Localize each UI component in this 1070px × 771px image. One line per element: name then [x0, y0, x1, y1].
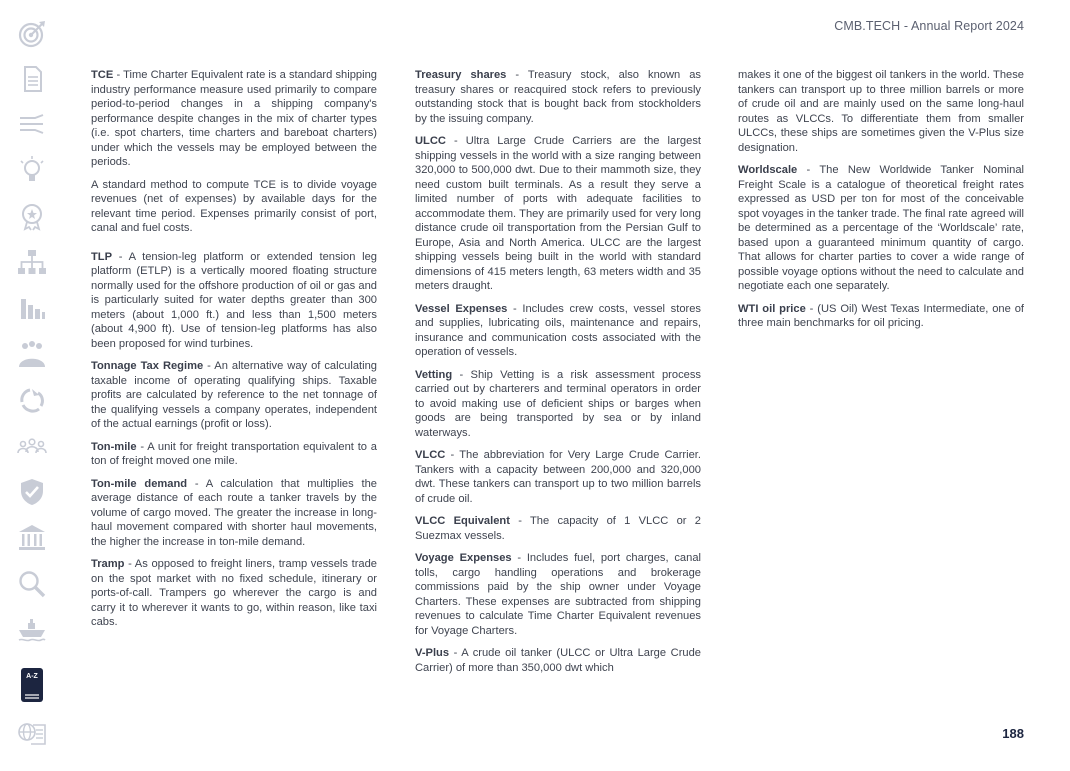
glossary-definition: - An alternative way of calculating taxable income of operating qualifying ships. Taxable profits are calculated by reference to the net tonnage of the qualifying vessels a company operates, independent of the actual earnings (profit or loss). — [91, 360, 377, 430]
glossary-term: VLCC Equivalent — [415, 515, 510, 527]
glossary-definition: - A calculation that multiplies the average distance of each route a tanker travels by the volume of cargo moved. The greater the increase in long-haul movement compared with shorter haul movements, the higher the increase in ton-mile demand. — [91, 477, 377, 548]
glossary-entry-vlcc-equivalent — [415, 514, 701, 543]
glossary-entry-ulcc — [415, 134, 701, 294]
glossary-entry-v-plus — [415, 646, 701, 675]
glossary-entry-tce — [91, 68, 377, 170]
award-badge-icon — [17, 201, 47, 231]
flow-lines-icon — [17, 109, 47, 139]
glossary-definition: - The abbreviation for Very Large Crude Carrier. Tankers with a capacity between 200,000 and 320,000 dwt. These tankers can transport up to two million barrels of crude oil. — [415, 449, 701, 505]
page-header: CMB.TECH - Annual Report 2024 — [834, 19, 1024, 33]
sidebar-item-sustainability[interactable] — [12, 382, 52, 418]
glossary-definition: - A tension-leg platform or extended tension leg platform (ETLP) is a vertically moored floating structure normally used for the offshore production of oil or gas and is particularly suited for water depths greater than 300 meters (about 1,000 ft.) and less than 1,500 meters (about 4,900 ft). Use of tension-leg platforms has also been proposed for wind turbines. — [91, 250, 377, 350]
sidebar-item-institution[interactable] — [12, 520, 52, 556]
sidebar-item-quality[interactable] — [12, 198, 52, 234]
sidebar-item-innovation[interactable] — [12, 152, 52, 188]
glossary-column-2 — [415, 68, 701, 683]
people-group-icon — [17, 339, 47, 369]
glossary-term: ULCC — [415, 135, 446, 147]
search-icon — [17, 569, 47, 599]
sidebar-item-flows[interactable] — [12, 106, 52, 142]
glossary-term: WTI oil price — [738, 302, 806, 315]
glossary-term: V-Plus — [415, 647, 450, 659]
glossary-entry-voyage-expenses — [415, 551, 701, 638]
sidebar-item-fleet[interactable] — [12, 612, 52, 648]
org-chart-icon — [17, 247, 47, 277]
sidebar-item-financials[interactable] — [12, 290, 52, 326]
target-icon — [17, 19, 47, 49]
sidebar-item-people[interactable] — [12, 428, 52, 464]
glossary-term: Worldscale — [738, 164, 798, 176]
sidebar-item-organisation[interactable] — [12, 244, 52, 280]
glossary-entry-vessel-expenses — [415, 302, 701, 360]
glossary-entry-tlp — [91, 250, 377, 352]
glossary-definition: A standard method to compute TCE is to divide voyage revenues (net of expenses) by available days for the relevant time period. Expenses primarily consist of port, canal and fuel costs. — [91, 178, 377, 234]
document-icon — [17, 64, 47, 94]
glossary-entry-tce-method — [91, 178, 377, 236]
shield-check-icon — [17, 477, 47, 507]
glossary-entry-v-plus-continued — [738, 68, 1024, 155]
sidebar-item-search[interactable] — [12, 566, 52, 602]
glossary-entry-ton-mile — [91, 440, 377, 469]
glossary-definition: - Includes fuel, port charges, canal tolls, cargo handling operations and brokerage commissions paid by the ship owner under Voyage Charters. These expenses are subtracted from shipping revenues to calculate Time Charter Equivalent revenues for Voyage Charters. — [415, 552, 701, 637]
glossary-entry-ton-mile-demand — [91, 477, 377, 550]
glossary-definition: - Time Charter Equivalent rate is a standard shipping industry performance measure used primarily to compare period-to-period changes in a shipping company's performance despite changes in the mix of charter types (i.e. spot charters, time charters and bareboat charters) under which the vessels may be employed between the periods. — [91, 69, 377, 168]
glossary-az-label: A-Z — [26, 673, 38, 680]
glossary-term: Tonnage Tax Regime — [91, 360, 204, 372]
page-number: 188 — [1002, 726, 1024, 741]
glossary-term: VLCC — [415, 449, 446, 461]
glossary-entry-worldscale — [738, 163, 1024, 294]
glossary-definition: - The capacity of 1 VLCC or 2 Suezmax vessels. — [415, 515, 701, 542]
book-icon — [21, 668, 43, 702]
glossary-definition: - A unit for freight transportation equivalent to a ton of freight moved one mile. — [91, 440, 377, 467]
glossary-term: TCE — [91, 69, 114, 81]
glossary-definition: - As opposed to freight liners, tramp vessels trade on the spot market with no fixed schedule, itinerary or ports-of-call. Trampers go wherever the cargo is and carry it to wherever it wants to go, within reason, like taxi cabs. — [91, 558, 377, 628]
glossary-definition: - The New Worldwide Tanker Nominal Freight Scale is a catalogue of theoretical freight rates expressed as USD per ton for most of the conceivable spot voyages in the tanker trade. The final rate agreed will be determined as a percentage of the ‘Worldscale’ rate, based upon a guaranteed minimum quantity of cargo. That allows for charter parties to cover a wide range of possible voyage options without the need to calculate and negotiate each one separately. — [738, 164, 1024, 292]
glossary-definition: - (US Oil) West Texas Intermediate, one of three main benchmarks for oil pricing. — [738, 302, 1024, 329]
glossary-term: Treasury shares — [415, 69, 507, 81]
glossary-definition: - Includes crew costs, vessel stores and supplies, lubricating oils, maintenance and repairs, insurance and communication costs associated with the operation of vessels. — [415, 302, 702, 358]
glossary-term: Vetting — [415, 368, 453, 381]
glossary-term: Ton-mile demand — [91, 477, 188, 490]
glossary-term: Voyage Expenses — [415, 552, 512, 564]
sidebar-item-governance[interactable] — [12, 474, 52, 510]
glossary-definition: - Treasury stock, also known as treasury shares or reacquired stock refers to previously outstanding stock that is bought back from stockholders by the issuing company. — [415, 69, 701, 125]
bank-building-icon — [17, 523, 47, 553]
glossary-definition: - A crude oil tanker (ULCC or Ultra Large Crude Carrier) of more than 350,000 dwt which — [415, 647, 701, 674]
sidebar-item-stakeholders[interactable] — [12, 336, 52, 372]
glossary-definition: - Ultra Large Crude Carriers are the largest shipping vessels in the world with a size ranging between 320,000 to 500,000 dwt. Due to their mammoth size, they need custom built terminals. As a result they serve a limited number of ports with adequate facilities to accommodate them. They are primarily used for very long distance crude oil transportation from the Persian Gulf to Europe, Asia and North America. ULCC are the largest shipping vessels being built in the world with standard dimensions of 415 meters length, 63 meters width and 35 meters draught. — [415, 135, 701, 292]
glossary-term: Tramp — [91, 558, 125, 570]
recycle-icon — [17, 385, 47, 415]
lightbulb-icon — [17, 155, 47, 185]
glossary-definition: - Ship Vetting is a risk assessment process carried out by charterers and terminal operators in order to avoid making use of deficient ships or barges when goods are being transported by sea or by inland waterways. — [415, 368, 701, 439]
sidebar-item-strategy[interactable] — [12, 16, 52, 52]
glossary-entry-tramp — [91, 557, 377, 630]
glossary-entry-vlcc — [415, 448, 701, 506]
glossary-definition: makes it one of the biggest oil tankers in the world. These tankers can transport up to three million barrels or more of crude oil and are mainly used on the same long-haul routes as VLCCs. To differentiate them from smaller ULCCs, these ships are sometimes given the V-Plus size designation. — [738, 69, 1024, 154]
glossary-entry-tonnage-tax — [91, 359, 377, 432]
sidebar-item-reporting[interactable] — [12, 714, 52, 750]
glossary-term: TLP — [91, 250, 113, 263]
glossary-term: Vessel Expenses — [415, 302, 508, 315]
glossary-term: Ton-mile — [91, 440, 137, 453]
glossary-column-3 — [738, 68, 1024, 339]
bar-chart-icon — [17, 293, 47, 323]
people-icon — [17, 431, 47, 461]
glossary-entry-wti-oil-price — [738, 302, 1024, 331]
sidebar-item-report[interactable] — [12, 61, 52, 97]
globe-document-icon — [17, 717, 47, 747]
ship-icon — [17, 615, 47, 645]
glossary-entry-treasury-shares — [415, 68, 701, 126]
glossary-entry-vetting — [415, 368, 701, 441]
sidebar-item-glossary[interactable] — [21, 668, 43, 702]
glossary-column-1 — [91, 68, 377, 638]
